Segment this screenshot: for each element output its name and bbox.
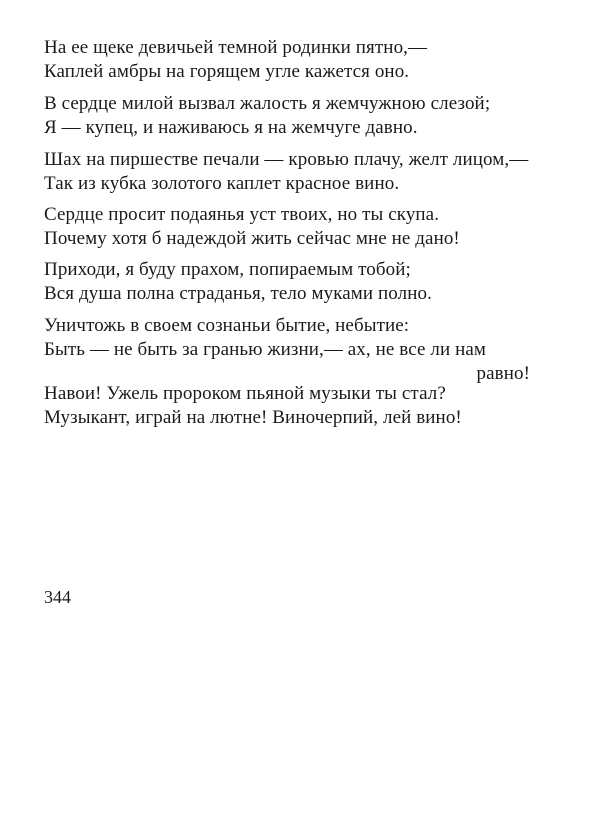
verse-line: На ее щеке девичьей темной родинки пятно,— xyxy=(44,37,428,58)
stanza-2 xyxy=(44,92,544,140)
stanza-1 xyxy=(44,36,544,84)
verse-line: Приходи, я буду прахом, попираемым тобой; xyxy=(44,259,411,280)
verse-line: Каплей амбры на горящем угле кажется оно. xyxy=(44,61,410,82)
verse-line-continuation: равно! xyxy=(476,363,530,384)
stanza-4 xyxy=(44,203,544,251)
stanza-3 xyxy=(44,148,544,196)
verse-line: Быть — не быть за гранью жизни,— ах, не все ли нам xyxy=(44,339,486,360)
page-number: 344 xyxy=(44,587,71,607)
verse-line: Я — купец, и наживаюсь я на жемчуге давно. xyxy=(44,117,418,138)
verse-line: Вся душа полна страданья, тело муками полно. xyxy=(44,283,432,304)
verse-line: Почему хотя б надеждой жить сейчас мне не дано! xyxy=(44,228,460,249)
verse-line: Сердце просит подаянья уст твоих, но ты скупа. xyxy=(44,204,440,225)
verse-line: Так из кубка золотого каплет красное вино. xyxy=(44,173,400,194)
verse-line: Шах на пиршестве печали — кровью плачу, желт лицом,— xyxy=(44,149,529,170)
verse-line: Навои! Ужель пророком пьяной музыки ты стал? xyxy=(44,383,446,404)
verse-line: Музыкант, играй на лютне! Виночерпий, лей вино! xyxy=(44,407,462,428)
verse-line: В сердце милой вызвал жалость я жемчужною слезой; xyxy=(44,93,491,114)
verse-line: Уничтожь в своем сознаньи бытие, небытие: xyxy=(44,315,410,336)
stanza-5 xyxy=(44,258,544,306)
stanza-6 xyxy=(44,314,544,386)
stanza-7 xyxy=(44,382,544,430)
